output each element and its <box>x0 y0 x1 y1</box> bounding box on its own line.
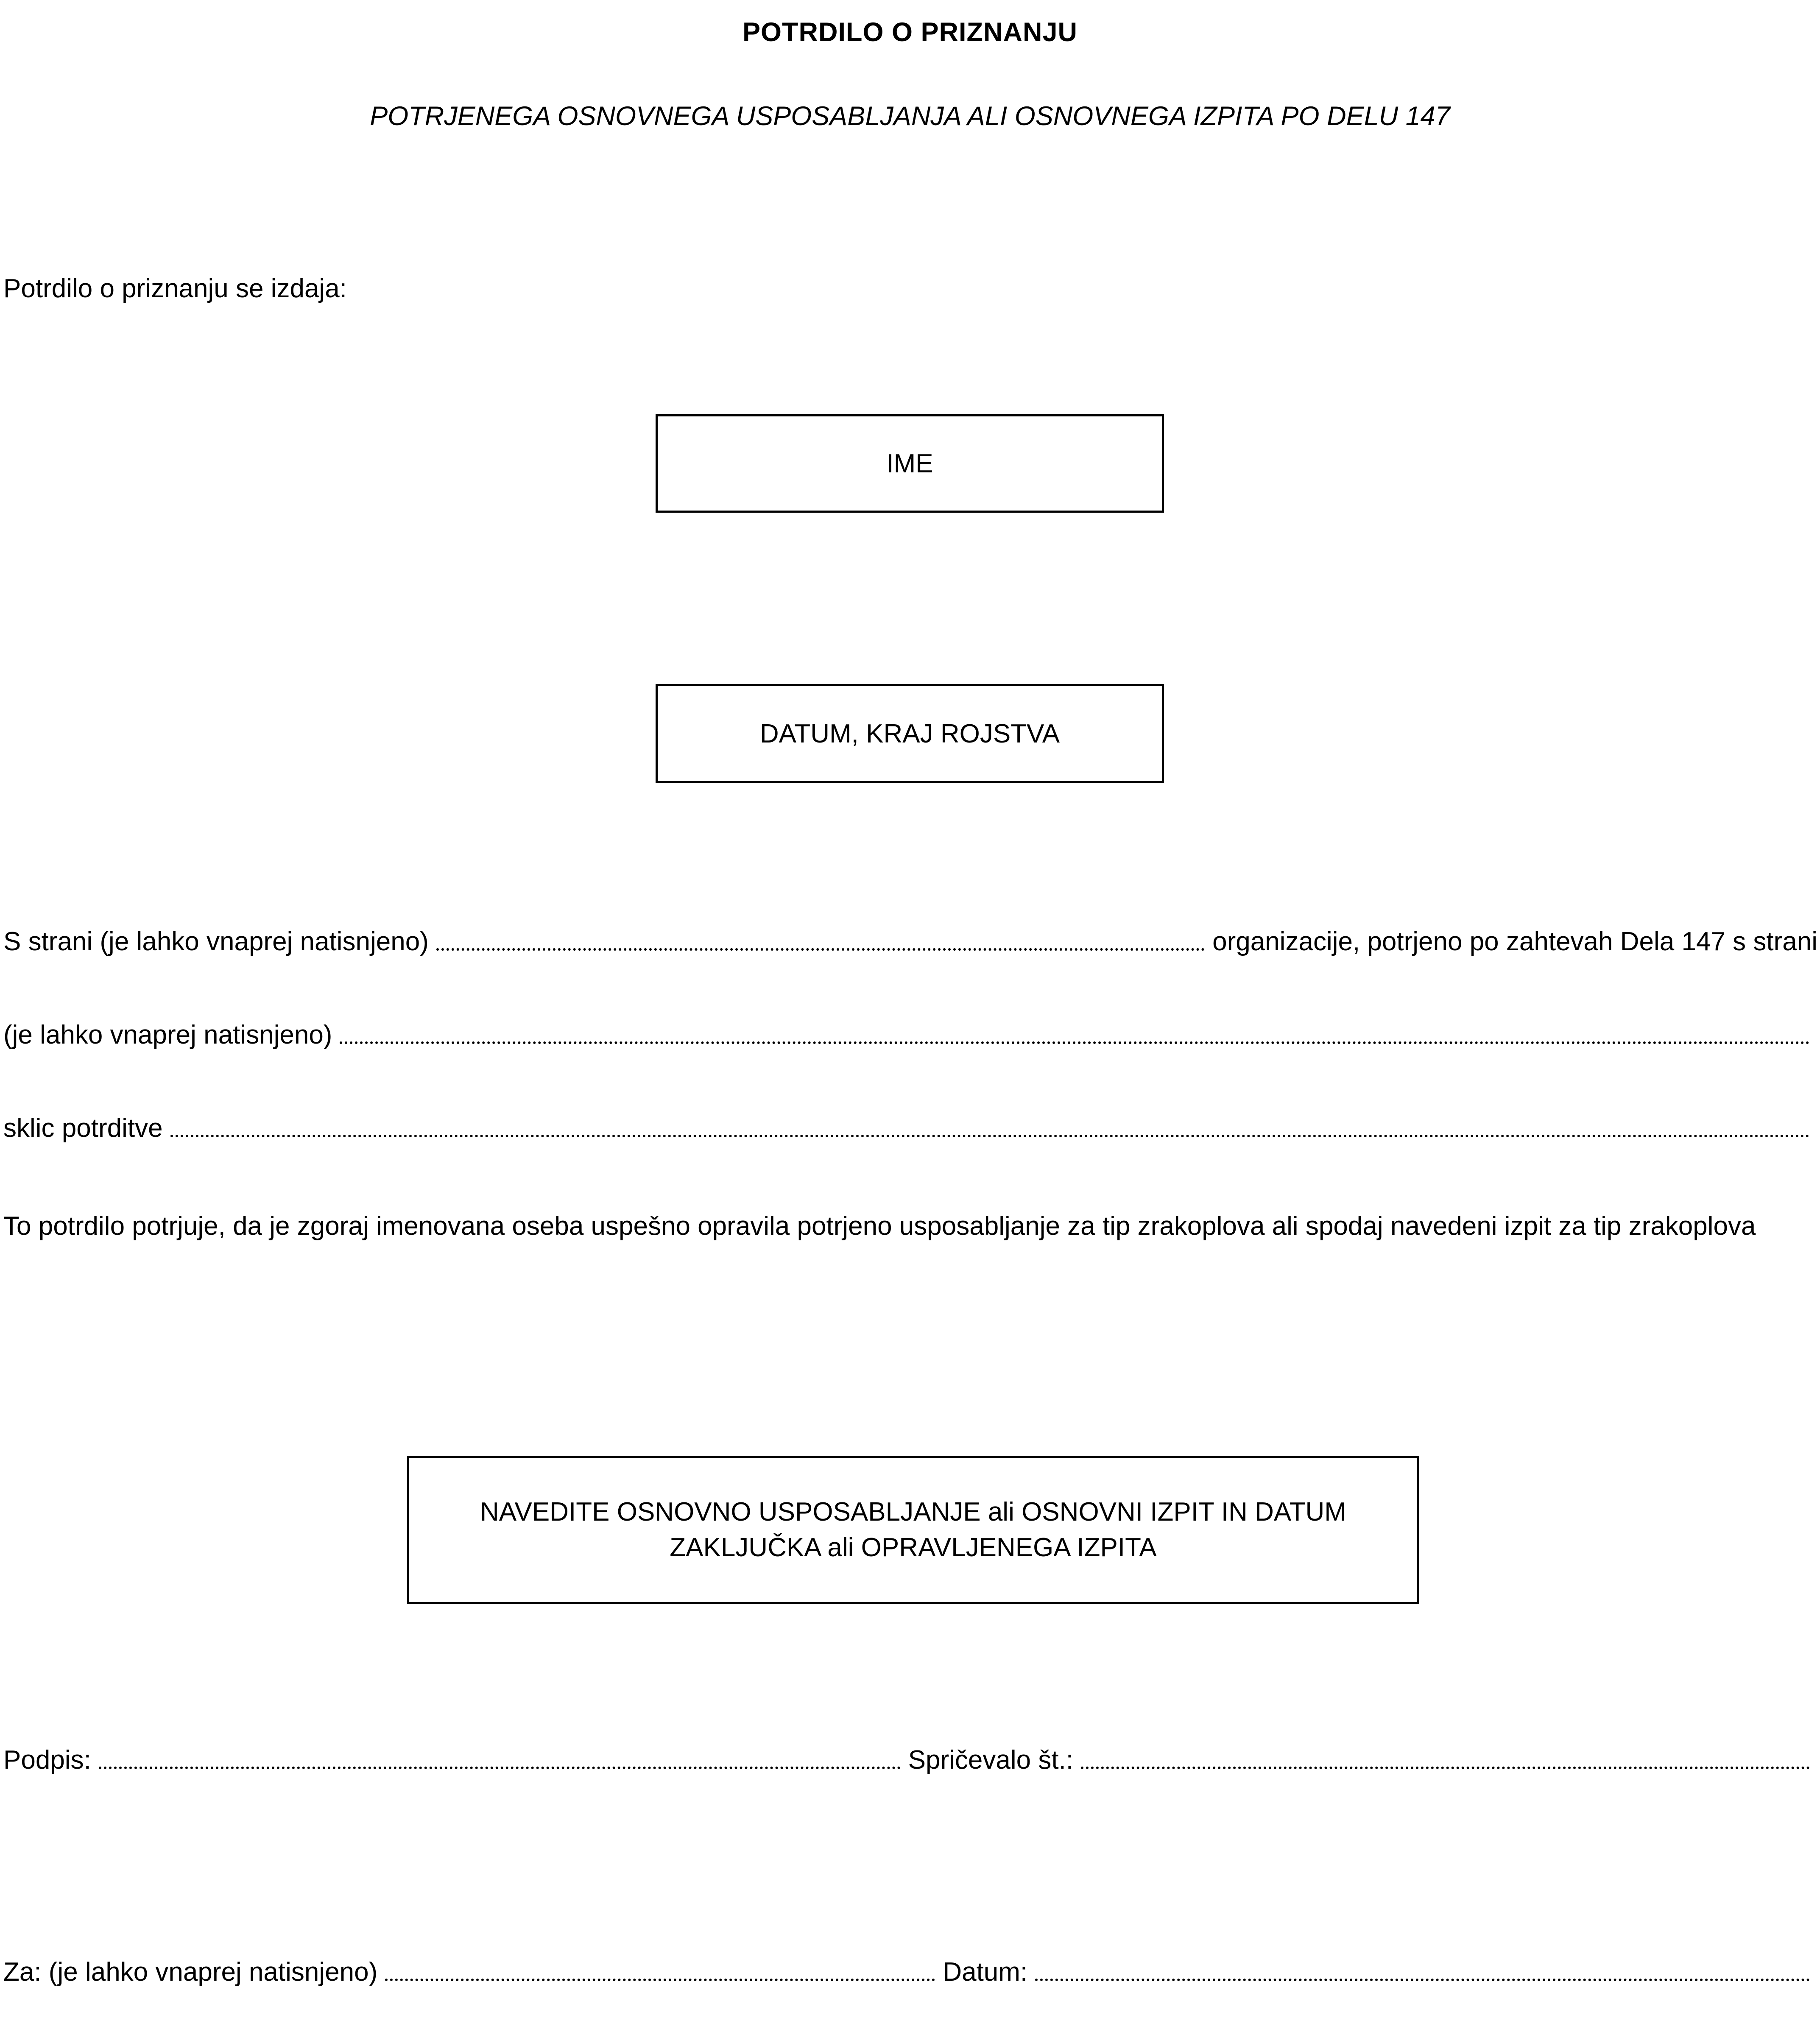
name-field-box <box>656 414 1164 513</box>
birth-date-place-field-label: DATUM, KRAJ ROJSTVA <box>759 719 1060 748</box>
for-label: Za: (je lahko vnaprej natisnjeno) <box>3 1957 378 1987</box>
approval-reference-label: sklic potrditve <box>3 1114 163 1143</box>
document-title: POTRDILO O PRIZNANJU <box>742 17 1078 47</box>
name-field-label: IME <box>886 449 933 478</box>
date-label: Datum: <box>943 1957 1028 1987</box>
certificate-number-dotted-line <box>1081 1767 1810 1769</box>
training-exam-field-label-line1: NAVEDITE OSNOVNO USPOSABLJANJE ali OSNOVNI IZPIT IN DATUM <box>480 1497 1346 1527</box>
issued-by-suffix: organizacije, potrjeno po zahtevah Dela 147 s strani <box>1212 927 1817 956</box>
training-exam-field-box <box>407 1456 1419 1604</box>
for-dotted-line <box>385 1979 935 1981</box>
approval-reference-row <box>3 1113 1817 1143</box>
preprinted-dotted-line <box>340 1041 1810 1044</box>
signature-row <box>3 1745 1817 1775</box>
certificate-number-label: Spričevalo št.: <box>908 1745 1074 1775</box>
for-date-row <box>3 1957 1817 1987</box>
preprinted-row <box>3 1020 1817 1050</box>
training-exam-field-label-line2: ZAKLJUČKA ali OPRAVLJENEGA IZPITA <box>670 1533 1157 1562</box>
birth-date-place-field-box <box>656 684 1164 783</box>
signature-label: Podpis: <box>3 1745 91 1775</box>
issued-by-row <box>3 927 1817 957</box>
preprinted-label: (je lahko vnaprej natisnjeno) <box>3 1020 332 1049</box>
issuance-intro-text: Potrdilo o priznanju se izdaja: <box>3 274 347 303</box>
approval-reference-dotted-line <box>170 1135 1810 1137</box>
issued-by-dotted-line <box>436 948 1205 951</box>
issued-by-label: S strani (je lahko vnaprej natisnjeno) <box>3 927 429 956</box>
date-dotted-line <box>1035 1979 1810 1981</box>
signature-dotted-line <box>99 1767 901 1769</box>
document-subtitle: POTRJENEGA OSNOVNEGA USPOSABLJANJA ALI OSNOVNEGA IZPITA PO DELU 147 <box>370 101 1450 131</box>
certification-statement: To potrdilo potrjuje, da je zgoraj imenovana oseba uspešno opravila potrjeno usposabljanje za tip zrakoplova ali spodaj navedeni izpit za tip zrakoplova <box>3 1211 1756 1241</box>
